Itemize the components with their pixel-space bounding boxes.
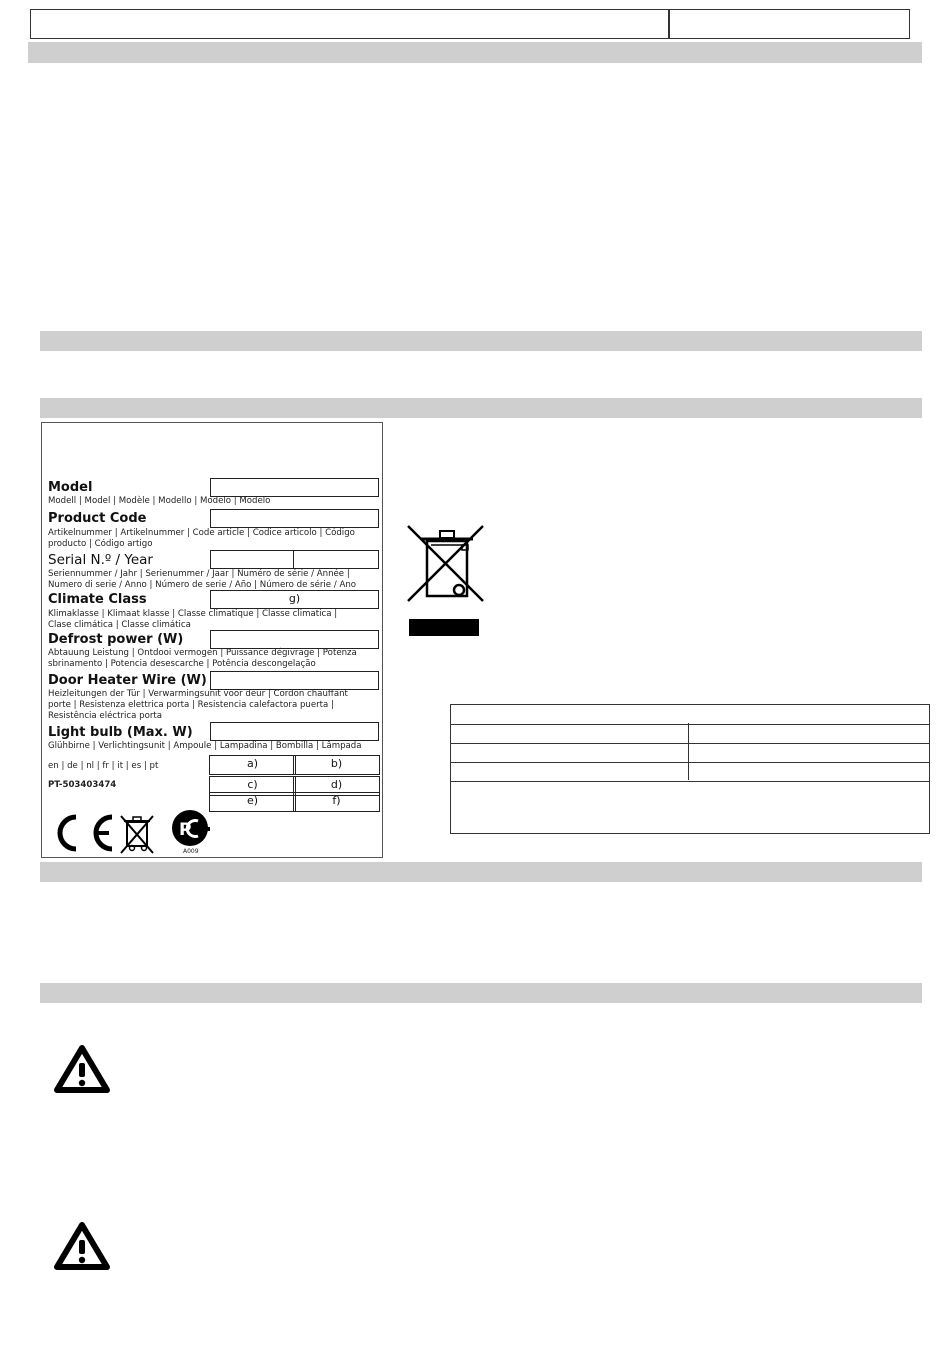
climate-class-field: g)	[210, 590, 379, 609]
door-heater-field	[210, 671, 379, 690]
cell-e: e)	[209, 792, 296, 812]
year-field	[293, 550, 379, 569]
weee-bin-icon	[118, 813, 156, 855]
climate-class-label: Climate Class	[48, 592, 147, 607]
weee-bin-icon	[405, 523, 487, 639]
header-title-box	[30, 9, 670, 39]
model-label: Model	[48, 480, 93, 495]
section-bar-5	[40, 983, 922, 1003]
defrost-power-translations: Abtauung Leistung | Ontdooi vermogen | Puissance dégivrage | Potenza sbrinamento | Potencia desescarche | Potência descongelação	[48, 648, 357, 669]
cell-d: d)	[293, 776, 380, 796]
model-translations: Modell | Model | Modèle | Modello | Modelo | Modelo	[48, 496, 271, 506]
door-heater-label: Door Heater Wire (W)	[48, 673, 207, 688]
table-row	[451, 743, 929, 763]
serial-translations: Seriennummer / Jahr | Serienummer / Jaar | Numéro de série / Année | Numero di serie / Anno | Número de serie / Año | Número de série / Ano	[48, 569, 357, 590]
cell-f: f)	[293, 792, 380, 812]
serial-label: Serial N.º / Year	[48, 552, 153, 568]
climate-class-translations: Klimaklasse | Klimaat klasse | Classe climatique | Classe climatica | Clase climática | Classe climática	[48, 609, 338, 630]
defrost-power-label: Defrost power (W)	[48, 632, 184, 647]
language-codes: en | de | nl | fr | it | es | pt	[48, 761, 159, 771]
warning-triangle-icon	[52, 1220, 112, 1272]
door-heater-translations: Heizleitungen der Tür | Verwarmingsunit voor deur | Cordon chauffant porte | Resistenza elettrica porta | Resistencia calefactora puerta | Resistência eléctrica porta	[48, 689, 348, 721]
product-code-field	[210, 509, 379, 528]
model-field	[210, 478, 379, 497]
table-row	[451, 762, 929, 782]
section-bar-1	[28, 42, 922, 63]
product-code-translations: Artikelnummer | Artikelnummer | Code article | Codice articolo | Código producto | Código artigo	[48, 528, 355, 549]
light-bulb-label: Light bulb (Max. W)	[48, 725, 193, 740]
ce-mark-icon	[46, 813, 116, 853]
table-divider	[688, 723, 689, 780]
pct-code: A009	[183, 848, 199, 855]
cell-c: c)	[209, 776, 296, 796]
defrost-power-field	[210, 630, 379, 649]
table-row	[451, 705, 929, 725]
header-ref-box	[668, 9, 910, 39]
section-bar-3	[40, 398, 922, 418]
section-bar-4	[40, 862, 922, 882]
data-table	[450, 704, 930, 834]
part-number: PT-503403474	[48, 780, 117, 790]
cell-b: b)	[293, 755, 380, 775]
table-row	[451, 724, 929, 744]
light-bulb-translations: Glühbirne | Verlichtingsunit | Ampoule | Lampadina | Bombilla | Lâmpada	[48, 741, 362, 751]
product-code-label: Product Code	[48, 511, 147, 526]
light-bulb-field	[210, 722, 379, 741]
svg-text:P: P	[179, 820, 192, 840]
warning-triangle-icon	[52, 1043, 112, 1095]
cell-a: a)	[209, 755, 296, 775]
serial-field	[210, 550, 296, 569]
section-bar-2	[40, 331, 922, 351]
rating-plate	[41, 422, 383, 858]
